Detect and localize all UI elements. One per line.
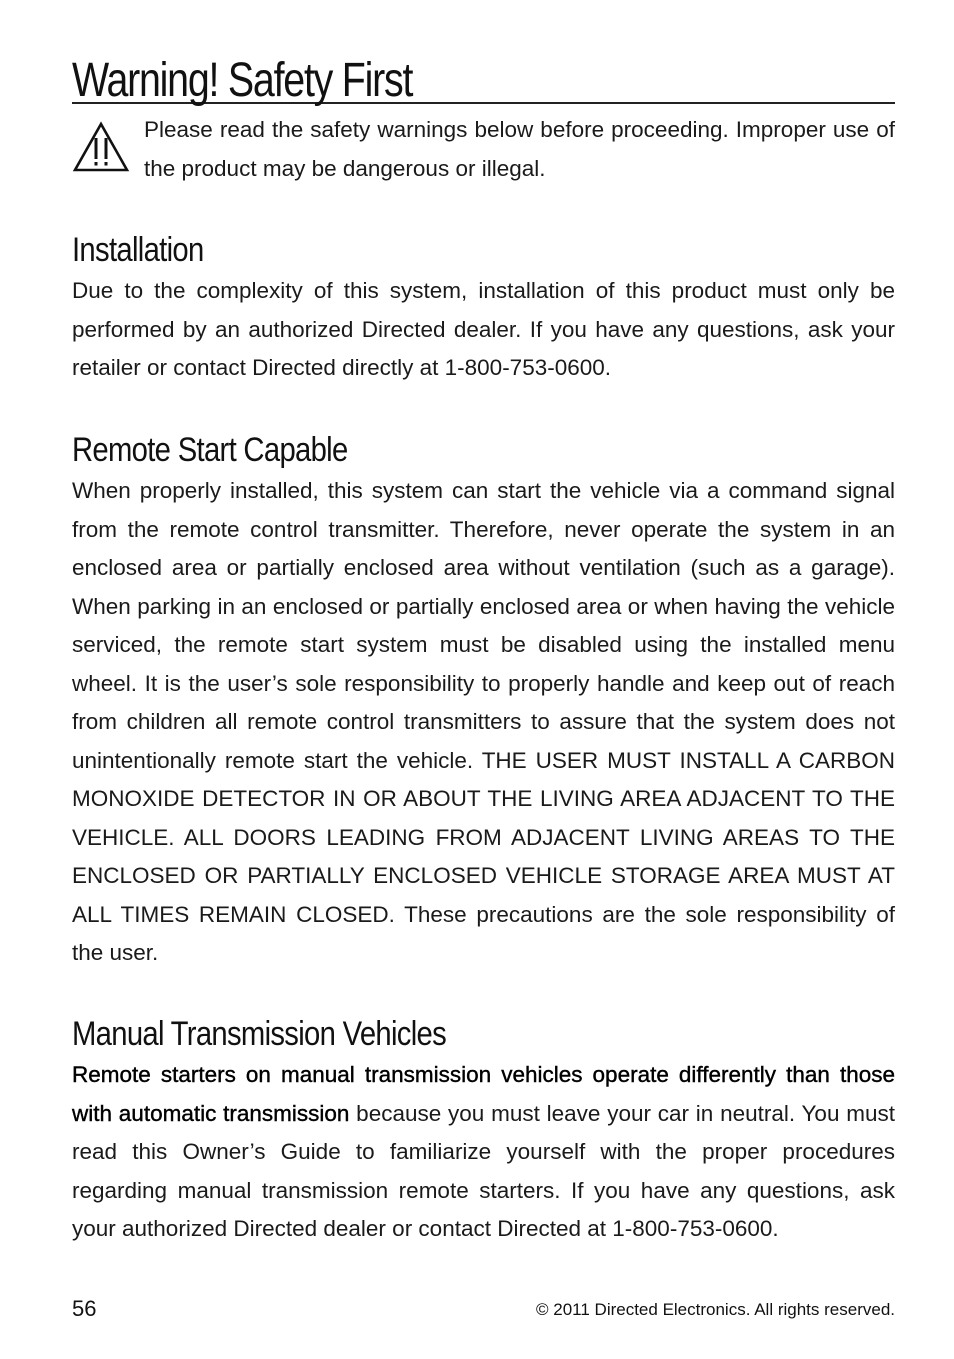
section-heading-remote-start: Remote Start Capable bbox=[72, 431, 348, 469]
page-number: 56 bbox=[72, 1296, 97, 1321]
page-footer bbox=[72, 1296, 895, 1322]
page-title: Warning! Safety First bbox=[72, 54, 413, 107]
warning-triangle-icon bbox=[72, 121, 130, 173]
body-rest-text: because you must leave your car in neutral. You must read this Owner’s Guide to familiarize yourself with the proper procedures regarding manual transmission remote starters. If you have any questions, ask your authorized Directed dealer or contact Directed at 1-800-753-0600. bbox=[72, 1100, 895, 1241]
copyright-notice: © 2011 Directed Electronics. All rights reserved. bbox=[536, 1300, 895, 1319]
emphasized-lead-text: Remote starters on manual transmission vehicles operate differently than those with automatic transmission bbox=[72, 1062, 895, 1126]
title-row bbox=[72, 52, 895, 107]
section-manual-transmission bbox=[72, 1012, 895, 1249]
section-body-remote-start: When properly installed, this system can start the vehicle via a command signal from the remote control transmitter. Therefore, never operate the system in an enclosed area or partially enclosed area without ventilation (such as a garage). When parking in an enclosed or partially enclosed area or when having the vehicle serviced, the remote start system must be disabled using the installed menu wheel. It is the user’s sole responsibility to properly handle and keep out of reach from children all remote control transmitters to assure that the system does not unintentionally remote start the vehicle. THE USER MUST INSTALL A CARBON MONOXIDE DETECTOR IN OR ABOUT THE LIVING AREA ADJACENT TO THE VEHICLE. ALL DOORS LEADING FROM ADJACENT LIVING AREAS TO THE ENCLOSED OR PARTIALLY ENCLOSED VEHICLE STORAGE AREA MUST AT ALL TIMES REMAIN CLOSED. These precautions are the sole responsibility of the user. bbox=[72, 478, 895, 965]
intro-text: Please read the safety warnings below before proceeding. Improper use of the product may be dangerous or illegal. bbox=[144, 117, 895, 181]
section-heading-manual-transmission: Manual Transmission Vehicles bbox=[72, 1015, 447, 1053]
section-installation bbox=[72, 228, 895, 388]
section-remote-start bbox=[72, 428, 895, 973]
section-heading-installation: Installation bbox=[72, 231, 204, 269]
section-body-manual-transmission bbox=[72, 1056, 895, 1249]
section-body-installation: Due to the complexity of this system, installation of this product must only be performed by an authorized Directed dealer. If you have any questions, ask your retailer or contact Directed directly at 1-800-753-0600. bbox=[72, 278, 895, 380]
